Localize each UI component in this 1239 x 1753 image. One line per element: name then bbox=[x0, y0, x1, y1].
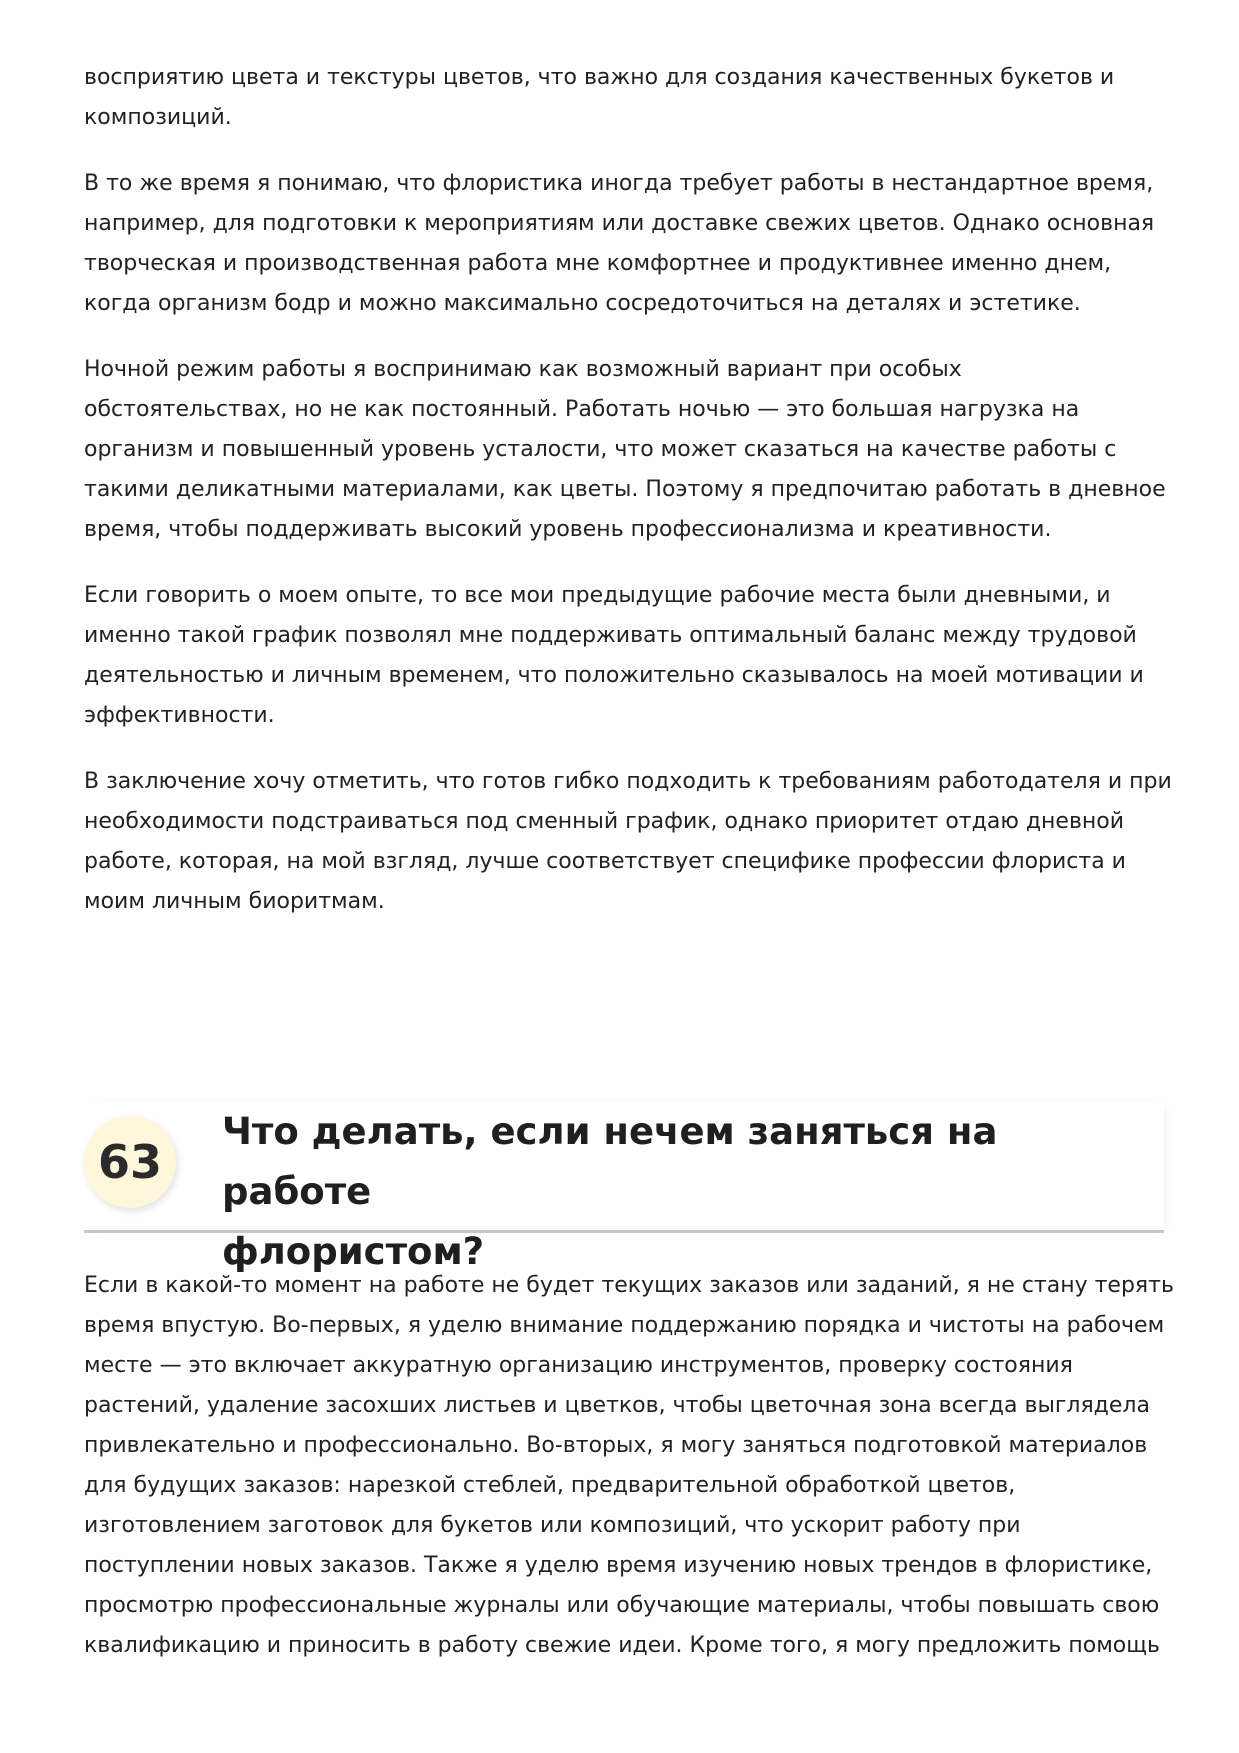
text-line: когда организм бодр и можно максимально сосредоточиться на деталях и эстетике. bbox=[84, 291, 1081, 316]
text-line: Ночной режим работы я воспринимаю как возможный вариант при особых bbox=[84, 357, 962, 382]
text-line: моим личным биоритмам. bbox=[84, 889, 385, 914]
paragraph bbox=[84, 164, 1164, 324]
text-line: изготовлением заготовок для букетов или композиций, что ускорит работу при bbox=[84, 1513, 1021, 1538]
title-line: Что делать, если нечем заняться на работе bbox=[222, 1110, 998, 1213]
text-line: время впустую. Во-первых, я уделю внимание поддержанию порядка и чистоты на рабочем bbox=[84, 1313, 1165, 1338]
text-line: такими деликатными материалами, как цветы. Поэтому я предпочитаю работать в дневное bbox=[84, 477, 1166, 502]
text-line: В то же время я понимаю, что флористика иногда требует работы в нестандартное время, bbox=[84, 171, 1154, 196]
section-number-badge: 63 bbox=[84, 1116, 176, 1208]
intro-text bbox=[84, 58, 1172, 948]
text-line: эффективности. bbox=[84, 703, 275, 728]
text-line: именно такой график позволял мне поддерживать оптимальный баланс между трудовой bbox=[84, 623, 1137, 648]
section-title bbox=[222, 1102, 1122, 1282]
section-header bbox=[84, 1102, 1164, 1273]
text-line: привлекательно и профессионально. Во-вторых, я могу заняться подготовкой материалов bbox=[84, 1433, 1148, 1458]
text-line: Если в какой-то момент на работе не будет текущих заказов или заданий, я не стану терять bbox=[84, 1273, 1174, 1298]
text-line: В заключение хочу отметить, что готов гибко подходить к требованиям работодателя и при bbox=[84, 769, 1172, 794]
text-line: время, чтобы поддерживать высокий уровень профессионализма и креативности. bbox=[84, 517, 1052, 542]
text-line: квалификацию и приносить в работу свежие идеи. Кроме того, я могу предложить помощь bbox=[84, 1633, 1160, 1658]
title-line: флористом? bbox=[222, 1230, 485, 1273]
text-line: например, для подготовки к мероприятиям или доставке свежих цветов. Однако основная bbox=[84, 211, 1155, 236]
text-line: восприятию цвета и текстуры цветов, что важно для создания качественных букетов и bbox=[84, 65, 1115, 90]
paragraph bbox=[84, 762, 1172, 922]
text-line: работе, которая, на мой взгляд, лучше соответствует специфике профессии флориста и bbox=[84, 849, 1126, 874]
text-line: месте — это включает аккуратную организацию инструментов, проверку состояния bbox=[84, 1353, 1073, 1378]
text-line: организм и повышенный уровень усталости, что может сказаться на качестве работы с bbox=[84, 437, 1117, 462]
section-body bbox=[84, 1266, 1174, 1692]
text-line: растений, удаление засохших листьев и цветков, чтобы цветочная зона всегда выглядела bbox=[84, 1393, 1150, 1418]
text-line: композиций. bbox=[84, 105, 232, 130]
paragraph bbox=[84, 58, 1164, 138]
text-line: деятельностью и личным временем, что положительно сказывалось на моей мотивации и bbox=[84, 663, 1144, 688]
text-line: творческая и производственная работа мне комфортнее и продуктивнее именно днем, bbox=[84, 251, 1112, 276]
paragraph bbox=[84, 350, 1164, 550]
paragraph bbox=[84, 1266, 1174, 1666]
paragraph bbox=[84, 576, 1164, 736]
text-line: просмотрю профессиональные журналы или обучающие материалы, чтобы повышать свою bbox=[84, 1593, 1160, 1618]
text-line: поступлении новых заказов. Также я уделю время изучению новых трендов в флористике, bbox=[84, 1553, 1153, 1578]
text-line: Если говорить о моем опыте, то все мои предыдущие рабочие места были дневными, и bbox=[84, 583, 1111, 608]
text-line: для будущих заказов: нарезкой стеблей, предварительной обработкой цветов, bbox=[84, 1473, 1016, 1498]
text-line: обстоятельствах, но не как постоянный. Работать ночью — это большая нагрузка на bbox=[84, 397, 1080, 422]
text-line: необходимости подстраиваться под сменный график, однако приоритет отдаю дневной bbox=[84, 809, 1125, 834]
